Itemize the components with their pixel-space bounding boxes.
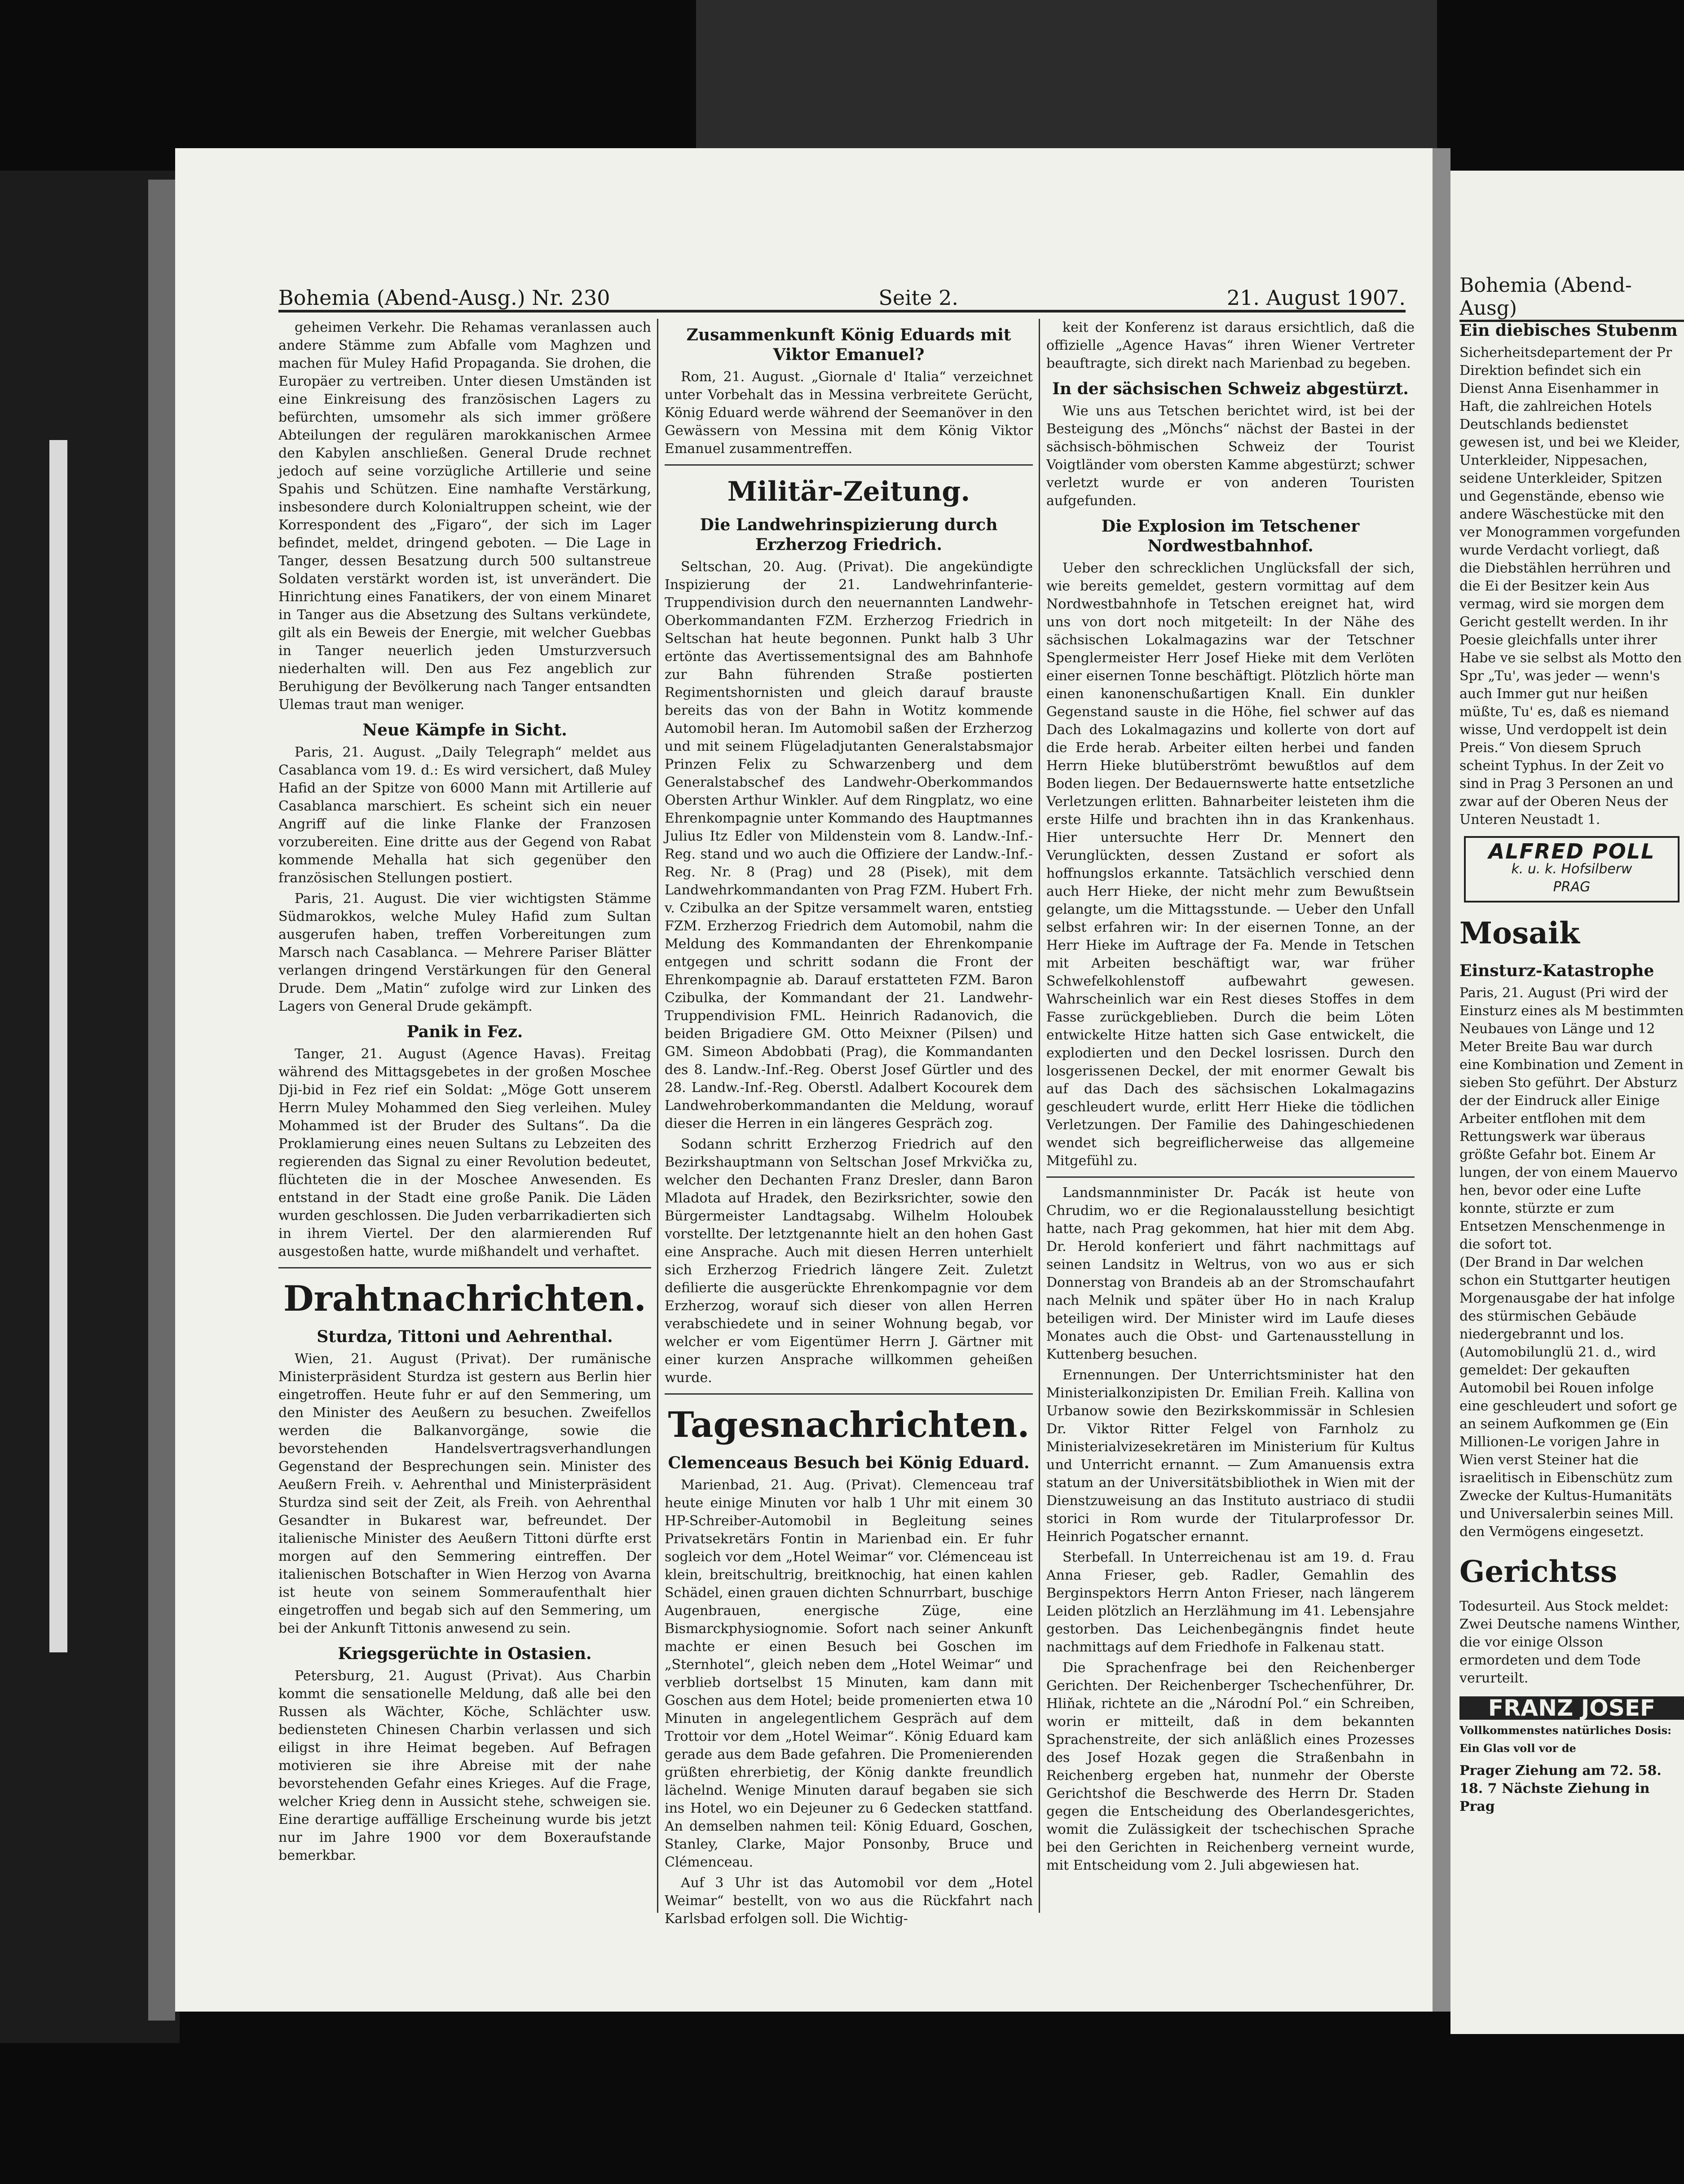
article-text: Prager Ziehung am 72. 58. 18. 7 Nächste Ziehung in Prag <box>1459 1763 1662 1814</box>
column-rule-1 <box>657 319 658 1913</box>
article-headline: Die Landwehrinspizierung durch Erzherzog Friedrich. <box>700 515 998 554</box>
header-left: Bohemia (Abend-Ausg.) Nr. 230 <box>278 286 610 310</box>
divider <box>665 464 1033 466</box>
article-text: Sicherheitsdepartement der Pr Direktion befindet sich ein Dienst Anna Eisenhammer in Haft, die zahlreichen Hotels Deutschlands bedienstet gewesen ist, und bei we Kleider, Unterkleider, Nippesachen, seidene Unterkleider, Spitzen und Gegenstände, ebenso wie andere Wäschestücke mit den ver Monogrammen vorgefunden wurde Verdacht vorliegt, daß die Diebstählen herrühren und die Ei der Besitzer kein Aus vermag, wird sie morgen dem Gericht gestellt werden. In ihr Poesie gleichfalls unter ihrer Habe ve sie selbst als Motto den Spr „Tu', was jeder — wenn's auch Immer gut nur heißen müßte, Tu' es, daß es niemand wisse, Und verdoppelt ist dein Preis.“ Von diesem Spruch scheint Typhus. In der Zeit vo sind in Prag 3 Personen an und zwar auf der Oberen Neus der Unteren Neustadt 1. <box>1459 345 1682 828</box>
ad-subtitle: k. u. k. Hofsilberw <box>1511 861 1632 877</box>
section-title: Militär-Zeitung. <box>727 476 970 507</box>
advertisement <box>1464 836 1680 903</box>
column-rule-2 <box>1039 319 1040 1913</box>
article-text: Die Sprachenfrage bei den Reichenberger Gerichten. Der Reichenberger Tschechenführer, Dr. Hliňak, richtete an die „Národní Pol.“ ein Schreiben, worin er mitteilt, daß in dem bekannten Sprachenstreite, der sich anläßlich eines Prozesses des Josef Hozak gegen die Straßenbahn in Reichenberg ergeben hat, nunmehr der Oberste Gerichtshof die Beschwerde des Herrn Dr. Staden gegen die Entscheidung des Oberlandesgerichtes, womit die Zulässigkeit der tschechischen Sprache bei den Gerichten in Reichenberg verneint wurde, mit Entscheidung vom 2. Juli abgewiesen hat. <box>1046 1660 1415 1873</box>
binding-strip <box>49 440 67 1652</box>
article-headline: In der sächsischen Schweiz abgestürzt. <box>1052 379 1409 398</box>
page-edge-top <box>696 0 1437 148</box>
divider <box>665 1393 1033 1395</box>
page-fold <box>1433 148 1450 2012</box>
next-page-fragment <box>1450 171 1684 2034</box>
next-page-column <box>1459 314 1684 1816</box>
article-headline: Kriegsgerüchte in Ostasien. <box>338 1644 592 1663</box>
header-right: 21. August 1907. <box>1226 286 1406 310</box>
article-text: Marienbad, 21. Aug. (Privat). Clemenceau traf heute einige Minuten vor halb 1 Uhr mit einem 30 HP-Schreiber-Automobil in Begleitung seines Privatsekretärs Fontin in Marienbad ein. Er fuhr sogleich vor dem „Hotel Weimar“ vor. Clémenceau ist klein, breitschultrig, breitknochig, hat einen kahlen Schädel, einen grauen dichten Schnurrbart, buschige Augenbrauen, energische Züge, eine Bismarckphysiognomie. Sofort nach seiner Ankunft machte er einen Besuch bei Goschen im „Sternhotel“, gleich neben dem „Hotel Weimar“ und verblieb dortselbst 15 Minuten, kam dann mit Goschen aus dem Hotel; beide promenierten etwa 10 Minuten in angelegentlichem Gespräch auf dem Trottoir vor dem „Hotel Weimar“. König Eduard kam gerade aus dem Bade gefahren. Die Promenierenden grüßten ehrerbietig, der König dankte freundlich lächelnd. Wenige Minuten darauf begaben sie sich ins Hotel, wo ein Dejeuner zu 6 Gedecken stattfand. An demselben nahmen teil: König Eduard, Goschen, Stanley, Clarke, Major Ponsonby, Bruce und Clémenceau. <box>665 1477 1033 1870</box>
section-title: Tagesnachrichten. <box>668 1405 1030 1445</box>
article-text: Paris, 21. August. Die vier wichtigsten Stämme Südmarokkos, welche Muley Hafid zum Sultan ausgerufen haben, treffen Vorbereitungen zum Marsch nach Casablanca. — Mehrere Pariser Blätter verlangen dringend Verstärkungen für den General Drude. Dem „Matin“ zufolge wird zur Linken des Lagers von General Drude gekämpft. <box>278 891 651 1014</box>
article-text: Wie uns aus Tetschen berichtet wird, ist bei der Besteigung des „Mönchs“ nächst der Bastei in der sächsisch-böhmischen Schweiz der Tourist Voigtländer vom obersten Kamme abgestürzt; schwer verletzt wurde er von anderen Touristen aufgefunden. <box>1046 403 1415 509</box>
article-text: (Automobilunglü 21. d., wird gemeldet: Der gekauften Automobil bei Rouen infolge eine geschleudert und sofort ge an seinem Aufkommen ge (Ein Millionen-Le vorigen Jahre in Wien verst Steiner hat die israelitisch in Eibenschütz zum Zwecke der Kultus-Humanitäts und Universalerbin seines Mill. den Vermögens eingesetzt. <box>1459 1344 1677 1540</box>
article-headline: Die Explosion im Tetschener Nordwestbahnhof. <box>1101 517 1360 555</box>
ad-city: PRAG <box>1553 879 1591 895</box>
article-text: Rom, 21. August. „Giornale d' Italia“ verzeichnet unter Vorbehalt das in Messina verbreitete Gerücht, König Eduard werde während der Seemanöver in den Gewässern von Messina mit dem König Viktor Emanuel zusammentreffen. <box>665 369 1033 457</box>
newspaper-page <box>175 148 1433 2012</box>
spine-edge <box>148 180 175 2021</box>
article-text: Tanger, 21. August (Agence Havas). Freitag während des Mittagsgebetes in der großen Moschee Dji-bid in Fez rief ein Soldat: „Möge Gott unserem Herrn Muley Mohammed den Sieg verleihen. Muley Mohammed ist der Bruder des Sultans“. Da die Proklamierung eines neuen Sultans zu Lebzeiten des regierenden das Signal zu einer Revolution bedeutet, flüchteten die in der Moschee Anwesenden. Es entstand in der Stadt eine große Panik. Die Läden wurden geschlossen. Die Juden verbarrikadierten sich in ihrem Viertel. Der den alarmierenden Ruf ausgestoßen hatte, wurde mißhandelt und verhaftet. <box>278 1046 651 1259</box>
article-headline: Ein diebisches Stubenm <box>1459 321 1678 340</box>
article-headline: Neue Kämpfe in Sicht. <box>362 721 567 740</box>
article-text: Wien, 21. August (Privat). Der rumänische Ministerpräsident Sturdza ist gestern aus Berlin hier eingetroffen. Heute fuhr er auf den Semmering, um den Minister des Aeußern zu besuchen. Zweifellos werden die Balkanvorgänge, sowie die bevorstehenden Handelsvertragsverhandlungen Gegenstand der Besprechungen sein. Minister des Aeußern Freih. v. Aehrenthal und Ministerpräsident Sturdza sind seit der Zeit, als Freih. von Aehrenthal Gesandter in Bukarest war, befreundet. Der italienische Minister des Aeußern Tittoni dürfte erst morgen auf den Semmering eintreffen. Der italienischen Botschafter in Wien Herzog von Avarna ist heute von seinem Sommeraufenthalt hier eingetroffen und begab sich auf den Semmering, um bei der Ankunft Tittonis anwesend zu sein. <box>278 1351 651 1636</box>
article-text: Ueber den schrecklichen Unglücksfall der sich, wie bereits gemeldet, gestern vormittag auf dem Nordwestbahnhofe in Tetschen ereignet hat, wird uns von dort noch mitgeteilt: In der Nähe des sächsischen Lokalmagazins war der Tetschner Spenglermeister Herr Josef Hieke mit dem Verlöten einer eisernen Tonne beschäftigt. Plötzlich hörte man einen kanonenschußartigen Knall. Ein dunkler Gegenstand sauste in die Höhe, fiel schwer auf das Dach des Lokalmagazins und kollerte von dort auf die Erde herab. Arbeiter eilten herbei und fanden Herrn Hieke blutüberströmt bewußtlos auf dem Boden liegen. Der Bedauernswerte hatte entsetzliche Verletzungen erlitten. Bahnarbeiter leisteten ihm die erste Hilfe und brachten ihn in das Krankenhaus. Hier untersuchte Herr Dr. Mennert den Verunglückten, dessen Zustand er sofort als hoffnungslos erkannte. Tatsächlich verschied denn auch Herr Hieke, der nicht mehr zum Bewußtsein gelangte, um die Mittagsstunde. — Ueber den Unfall selbst erfahren wir: In der eisernen Tonne, an der Herr Hieke im Auftrage der Fa. Mende in Tetschen mit Arbeiten beschäftigt war, war früher Schwefelkohlenstoff aufbewahrt gewesen. Wahrscheinlich war ein Rest dieses Stoffes in dem Fasse zurückgeblieben. Durch die beim Löten entwickelte Hitze hatten sich Gase entwickelt, die explodierten und den Deckel losrissen. Durch den losgerissenen Deckel, der mit enormer Gewalt bis auf das Dach des sächsischen Lokalmagazins geschleudert wurde, erlitt Herr Hieke die tödlichen Verletzungen. Der Familie des Dahingeschiedenen wendet sich begreiflicherweise das allgemeine Mitgefühl zu. <box>1046 560 1415 1169</box>
article-headline: Clemenceaus Besuch bei König Eduard. <box>668 1453 1030 1472</box>
article-text: Ernennungen. Der Unterrichtsminister hat den Ministerialkonzipisten Dr. Emilian Freih. Kallina von Urbanow sowie den Bezirkskommissär in Schlesien Dr. Viktor Ritter Felgel von Farnholz zu Ministerialvizesekretären im Ministerium für Kultus und Unterricht ernannt. — Zum Amanuensis extra statum an der Universitätsbibliothek in Wien mit der Dienstzuweisung an das Instituto austriaco di studii storici in Rom wurde der Titularprofessor Dr. Heinrich Pogatscher ernannt. <box>1046 1367 1415 1545</box>
article-text: Todesurteil. Aus Stock meldet: Zwei Deutsche namens Winther, die vor einige Olsson ermordeten und dem Tode verurteilt. <box>1459 1598 1680 1686</box>
advertisement-banner: FRANZ JOSEF <box>1459 1696 1684 1720</box>
article-text: Paris, 21. August. „Daily Telegraph“ meldet aus Casablanca vom 19. d.: Es wird versichert, daß Muley Hafid an der Spitze von 6000 Mann mit Artillerie auf Casablanca marschiert. Es scheint sich ein neuer Angriff auf die linke Flanke der Franzosen vorzubereiten. Eine dritte aus der Gegend von Rabat kommende Mehalla hat sich gegenüber den französischen Stellungen postiert. <box>278 744 651 886</box>
page-header <box>278 278 1406 313</box>
article-text: Sterbefall. In Unterreichenau ist am 19. d. Frau Anna Frieser, geb. Radler, Gemahlin des Berginspektors Herrn Anton Frieser, nach längerem Leiden plötzlich an Herzlähmung im 41. Lebensjahre gestorben. Das Leichenbegängnis findet heute nachmittags auf dem Friedhofe in Falkenau statt. <box>1046 1550 1415 1655</box>
article-headline: Panik in Fez. <box>406 1022 523 1041</box>
column-2 <box>665 319 1033 1927</box>
article-headline: Zusammenkunft König Eduards mit Viktor Emanuel? <box>686 326 1011 364</box>
article-headline: Sturdza, Tittoni und Aehrenthal. <box>317 1327 613 1346</box>
divider <box>278 1267 651 1268</box>
ad-subtitle: Vollkommenstes natürliches Dosis: Ein Glas voll vor de <box>1459 1724 1671 1755</box>
article-text: Auf 3 Uhr ist das Automobil vor dem „Hotel Weimar“ bestellt, von wo aus die Rückfahrt nach Karlsbad erfolgen soll. Die Wichtig- <box>665 1875 1033 1927</box>
section-title: Drahtnachrichten. <box>283 1278 646 1319</box>
article-text: Paris, 21. August (Pri wird der Einsturz eines als M bestimmten Neubaues von Länge und 12 Meter Breite Bau war durch eine Kombination und Zement in sieben Sto geführt. Der Absturz der der Eindruck aller Einige Arbeiter entflohen mit dem Rettungswerk war überaus größte Gefahr bot. Einem Ar lungen, der von einem Mauervo hen, bevor oder eine Lufte konnte, stürzte er zum Entsetzen Menschenmenge in die sofort tot. <box>1459 985 1684 1252</box>
column-1 <box>278 319 651 1913</box>
ad-title: ALFRED POLL <box>1488 839 1655 863</box>
column-3 <box>1046 319 1415 1913</box>
next-page-header: Bohemia (Abend-Ausg) <box>1459 274 1684 322</box>
article-headline: Einsturz-Katastrophe <box>1459 961 1654 980</box>
article-text: geheimen Verkehr. Die Rehamas veranlassen auch andere Stämme zum Abfalle vom Maghzen und machen für Muley Hafid Propaganda. Sie drohen, die Europäer zu vertreiben. Unter diesen Umständen ist eine Einkreisung des französischen Lagers zu befürchten, umsomehr als sich immer größere Abteilungen der regulären marokkanischen Armee den Kabylen anschließen. General Drude rechnet jedoch auf seine vorzügliche Artillerie und seine Spahis und Schützen. Eine namhafte Verstärkung, insbesondere durch Kolonialtruppen scheint, wie der Korrespondent des „Figaro“, der sich im Lager befindet, meldet, dringend geboten. — Die Lage in Tanger, dessen Besatzung durch 500 sultanstreue Soldaten verstärkt worden ist, ist unverändert. Die Hinrichtung eines Fanatikers, der von einem Minaret in Tanger aus die Absetzung des Sultans verkündete, gilt als ein Beweis der Energie, mit welcher Guebbas in Tanger neuerlich jeden Umsturzversuch niederhalten will. Den aus Fez angeblich zur Beruhigung der Bevölkerung nach Tanger entsandten Ulemas traut man weniger. <box>278 320 651 713</box>
article-text: Seltschan, 20. Aug. (Privat). Die angekündigte Inspizierung der 21. Landwehrinfanterie-Truppendivision durch den neuernannten Landwehr-Oberkommandanten FZM. Erzherzog Friedrich in Seltschan hat heute begonnen. Punkt halb 3 Uhr ertönte das Avertissementsignal des am Bahnhofe zur Bahn führenden Straße postierten Regimentshornisten und gleich darauf brauste bereits das von der Bahn in Wotitz kommende Automobil heran. Im Automobil saßen der Erzherzog und mit seinem Flügeladjutanten Generalstabsmajor Prinzen Felix zu Schwarzenberg und dem Generalstabschef des Landwehr-Oberkommandos Obersten Arthur Winkler. Auf dem Ringplatz, wo eine Ehrenkompagnie unter Kommando des Hauptmannes Julius Itz Edler von Mildenstein vom 8. Landw.-Inf.-Reg. stand und wo auch die Offiziere der Landw.-Inf.-Reg. Nr. 8 (Prag) und 28 (Pisek), mit dem Landwehrkommandanten von Prag FZM. Hubert Frh. v. Czibulka an der Spitze versammelt waren, entstieg FZM. Erzherzog Friedrich dem Automobil, nahm die Meldung des Kommandanten der Ehrenkompanie entgegen und schritt sodann die Front der Ehrenkompagnie ab. Darauf erstatteten FZM. Baron Czibulka, der Kommandant der 21. Landwehr-Truppendivision FML. Heinrich Radanovich, die beiden Brigadiere GM. Otto Meixner (Pilsen) und GM. Simeon Abdobbati (Prag), die Kommandanten des 8. Landw.-Inf.-Reg. Oberst Josef Gürtler und des 28. Landw.-Inf.-Reg. Oberstl. Adalbert Kocourek dem Landwehroberkommandanten die Meldung, worauf dieser die Herren in ein längeres Gespräch zog. <box>665 559 1033 1132</box>
article-text: Landsmannminister Dr. Pacák ist heute von Chrudim, wo er die Regionalausstellung besichtigt hatte, nach Prag gekommen, hat hier mit dem Abg. Dr. Herold konferiert und fährt nachmittags auf seinen Landsitz in Weltrus, von wo aus er sich Donnerstag von Brandeis ab an der Stromschaufahrt nach Melnik und später über Ho in nach Kralup beteiligen wird. Der Minister wird im Laufe dieses Monates auch die Obst- und Gartenausstellung in Kuttenberg besuchen. <box>1046 1185 1415 1362</box>
article-text: (Der Brand in Dar welchen schon ein Stuttgarter heutigen Morgenausgabe der hat infolge des stürmischen Gebäude niedergebrannt und los. <box>1459 1255 1675 1342</box>
article-text: Sodann schritt Erzherzog Friedrich auf den Bezirkshauptmann von Seltschan Josef Mrkvička zu, welcher den Dechanten Franz Dresler, dann Baron Mladota auf Hradek, den Bezirksrichter, sowie den Bürgermeister Landtagsabg. Wilhelm Holoubek vorstellte. Der letztgenannte hielt an den hohen Gast eine Ansprache. Auch mit diesen Herren unterhielt sich Erzherzog Friedrich längere Zeit. Zuletzt defilierte die ausgerückte Ehrenkompagnie vor dem Erzherzog, worauf sich dieser von allen Herren verabschiedete und in seiner Wohnung begab, vor welcher er vom Eigentümer Herrn J. Gärtner mit einer kurzen Ansprache willkommen geheißen wurde. <box>665 1136 1033 1386</box>
header-center: Seite 2. <box>878 286 959 310</box>
article-text: keit der Konferenz ist daraus ersichtlich, daß die offizielle „Agence Havas“ ihren Wiener Vertreter beauftragte, sich direkt nach Marienbad zu begeben. <box>1046 320 1415 371</box>
divider <box>1046 1176 1415 1178</box>
article-text: Petersburg, 21. August (Privat). Aus Charbin kommt die sensationelle Meldung, daß alle bei den Russen als Wächter, Köche, Schlächter usw. bediensteten Chinesen Charbin verlassen und sich eiligst in ihre Heimat begeben. Auf Befragen motivieren sie ihre Abreise mit der nahe bevorstehenden Gefahr eines Krieges. Auf die Frage, welcher Krieg denn in Aussicht stehe, schweigen sie. Eine derartige auffällige Erscheinung wurde bis jetzt nur im Jahre 1900 vor dem Boxeraufstande bemerkbar. <box>278 1668 651 1863</box>
section-title: Gerichtss <box>1459 1554 1618 1589</box>
section-title: Mosaik <box>1459 916 1580 951</box>
